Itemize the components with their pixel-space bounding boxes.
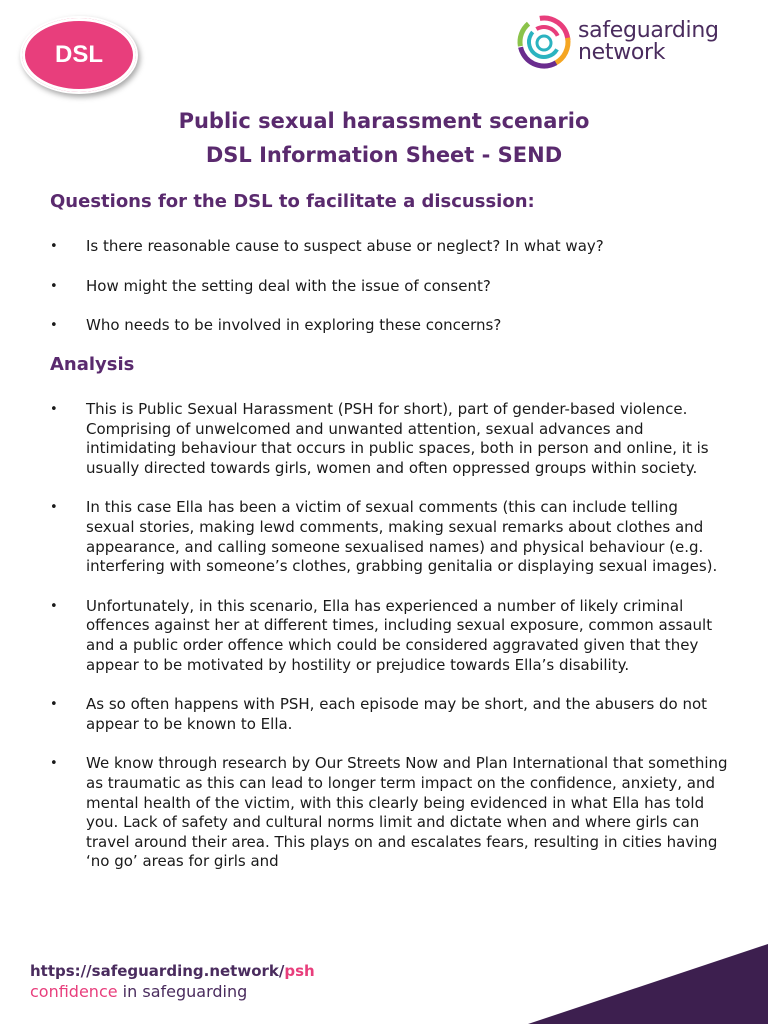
logo-line2: network [578,40,666,65]
safeguarding-network-logo [516,14,719,70]
questions-heading: Questions for the DSL to facilitate a discussion: [50,191,535,212]
footer-tagline [30,982,247,1001]
dsl-badge-label: DSL [55,41,103,68]
analysis-heading: Analysis [50,354,135,375]
logo-text [578,20,719,64]
page-title [0,104,768,172]
analysis-item: • This is Public Sexual Harassment (PSH for short), part of gender-based violence. Comprising of unwelcomed and unwanted attention, sexual advances and intimidating behaviour that occurs in public spaces, both in person and online, it is usually directed towards girls, women and often oppressed groups within society. [50,400,730,478]
analysis-item: • Unfortunately, in this scenario, Ella has experienced a number of likely criminal offences against her at different times, including sexual exposure, common assault and a public order offence which could be considered aggravated given that they appear to be motivated by hostility or prejudice towards Ella’s disability. [50,597,730,675]
footer-tag-rest: in safeguarding [117,982,248,1001]
footer-url-base[interactable]: https://safeguarding.network/ [30,962,285,980]
questions-list [50,237,730,336]
dsl-badge [20,16,138,94]
question-item: • Who needs to be involved in exploring these concerns? [50,316,730,336]
analysis-list [50,400,730,872]
footer-url[interactable] [30,962,315,980]
question-item: • How might the setting deal with the issue of consent? [50,277,730,297]
title-line1: Public sexual harassment scenario [178,109,590,133]
footer-tag-accent: confidence [30,982,118,1001]
analysis-item: • We know through research by Our Streets Now and Plan International that something as traumatic as this can lead to longer term impact on the confidence, anxiety, and mental health of the victim, with this clearly being evidenced in what Ella has told you. Lack of safety and cultural norms limit and dictate when and where girls can travel around their area. This plays on and escalates fears, resulting in cities having ‘no go’ areas for girls and [50,754,730,872]
question-item: • Is there reasonable cause to suspect abuse or neglect? In what way? [50,237,730,257]
analysis-item: • In this case Ella has been a victim of sexual comments (this can include telling sexual stories, making lewd comments, making sexual remarks about clothes and appearance, and calling someone sexualised names) and physical behaviour (e.g. interfering with someone’s clothes, grabbing genitalia or displaying sexual images). [50,498,730,576]
title-line2: DSL Information Sheet - SEND [205,143,563,167]
corner-decoration [508,944,768,1024]
footer-url-accent[interactable]: psh [284,962,315,980]
analysis-item: • As so often happens with PSH, each episode may be short, and the abusers do not appear to be known to Ella. [50,695,730,734]
logo-line1: safeguarding [578,18,719,43]
logo-rings-icon [516,14,572,70]
